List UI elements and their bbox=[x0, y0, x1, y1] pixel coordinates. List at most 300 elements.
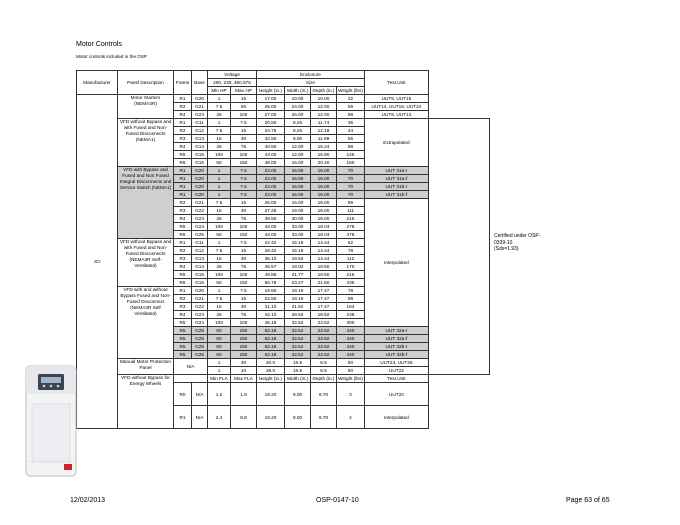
table-cell: 52.18 bbox=[257, 351, 285, 359]
table-cell: 10.00 bbox=[285, 95, 311, 103]
table-cell: 2.4 bbox=[208, 406, 231, 429]
table-cell: G20 bbox=[192, 287, 208, 295]
table-cell: 12.00 bbox=[285, 143, 311, 151]
certification-note bbox=[494, 233, 540, 253]
table-cell: 27.25 bbox=[257, 207, 285, 215]
table-row bbox=[77, 359, 490, 367]
table-cell: 100 bbox=[231, 151, 257, 159]
table-cell: R6 bbox=[174, 159, 192, 167]
table-cell: 1 bbox=[208, 95, 231, 103]
table-cell: 7.5 bbox=[208, 295, 231, 303]
table-cell: 21.52 bbox=[285, 303, 311, 311]
table-cell: UUT23, UUT26 bbox=[364, 359, 428, 367]
table-cell: 7.5 bbox=[231, 175, 257, 183]
header-voltage: Voltage bbox=[208, 71, 257, 79]
table-cell: 14.44 bbox=[311, 239, 337, 247]
table-cell: 17.47 bbox=[311, 303, 337, 311]
table-cell: 60 bbox=[337, 367, 365, 375]
table-cell: UUT22 bbox=[364, 367, 428, 375]
table-cell: 50 bbox=[208, 159, 231, 167]
table-cell: 15 bbox=[231, 295, 257, 303]
table-cell: 170 bbox=[337, 263, 365, 271]
table-cell: 18.50 bbox=[311, 271, 337, 279]
table-cell: R2 bbox=[174, 103, 192, 111]
table-cell: 75 bbox=[231, 311, 257, 319]
table-cell: G20 bbox=[192, 175, 208, 183]
table-cell: 22.52 bbox=[311, 335, 337, 343]
extrapolated-note: Extrapolated bbox=[364, 119, 428, 167]
table-cell: 89 bbox=[337, 199, 365, 207]
header-panel-description: Panel Description bbox=[118, 71, 174, 95]
table-cell: 150 bbox=[231, 351, 257, 359]
table-cell: 1 bbox=[208, 183, 231, 191]
table-cell: 7.5 bbox=[231, 183, 257, 191]
table-cell: 215 bbox=[337, 215, 365, 223]
table-cell: R4 bbox=[174, 311, 192, 319]
table-cell: R6 bbox=[174, 279, 192, 287]
table-cell: G21 bbox=[192, 295, 208, 303]
table-cell: 18.03 bbox=[311, 231, 337, 239]
table-cell: 75 bbox=[231, 143, 257, 151]
table-cell: 150 bbox=[231, 335, 257, 343]
table-cell: 11.99 bbox=[311, 135, 337, 143]
table-cell: 52.18 bbox=[257, 335, 285, 343]
header-enclosure: Enclosure bbox=[257, 71, 365, 79]
table-cell: 50 bbox=[208, 231, 231, 239]
table-cell: 78 bbox=[337, 287, 365, 295]
table-cell: 70 bbox=[337, 167, 365, 175]
table-cell: 16.00 bbox=[285, 159, 311, 167]
panel-description-cell: VFD with and without Bypass Fused and Non-Fused Disconnect (NEMA3R Self Ventilated) bbox=[118, 287, 174, 359]
table-cell: 22 bbox=[337, 95, 365, 103]
table-cell: 150 bbox=[231, 231, 257, 239]
table-cell: R3 bbox=[174, 207, 192, 215]
test-unit-cell: UUT 31a-f bbox=[364, 175, 428, 183]
panel-description-cell: VFD without Bypass and with Fused and Non-Fused Disconnects (NEMA3R Self-Ventilated) bbox=[118, 239, 174, 287]
table-row bbox=[77, 167, 490, 175]
table-cell: 16.00 bbox=[311, 207, 337, 215]
header-frame: Frame bbox=[174, 71, 192, 95]
subheader-cell: Test Unit bbox=[364, 375, 428, 383]
certification-line: (Sds=1.93) bbox=[494, 246, 519, 252]
header-manufacturer: Manufacturer bbox=[77, 71, 118, 95]
table-cell: 15 bbox=[231, 95, 257, 103]
table-cell: 1 bbox=[208, 167, 231, 175]
table-cell: R5 bbox=[174, 223, 192, 231]
table-cell: 32.52 bbox=[285, 327, 311, 335]
table-cell: 16.00 bbox=[311, 215, 337, 223]
table-cell: 32.52 bbox=[285, 335, 311, 343]
table-cell: 12.00 bbox=[285, 151, 311, 159]
table-cell: 75 bbox=[231, 215, 257, 223]
test-unit-cell: UUT 32b-f bbox=[364, 351, 428, 359]
table-cell: 50 bbox=[208, 327, 231, 335]
table-cell: 22.52 bbox=[311, 319, 337, 327]
table-row bbox=[77, 119, 490, 127]
table-cell: 20.40 bbox=[311, 159, 337, 167]
certification-line: Certified under OSP- bbox=[494, 233, 541, 239]
table-cell: R6 bbox=[174, 327, 192, 335]
header-width: Width (in.) bbox=[285, 87, 311, 95]
table-cell: 23.00 bbox=[257, 191, 285, 199]
table-cell: 23.00 bbox=[257, 175, 285, 183]
table-cell: 112 bbox=[337, 255, 365, 263]
table-cell: 32.52 bbox=[285, 319, 311, 327]
table-cell: G20 bbox=[192, 191, 208, 199]
frame-base-cell: N/A bbox=[174, 359, 208, 375]
table-cell: 60 bbox=[231, 103, 257, 111]
table-cell: 100 bbox=[231, 319, 257, 327]
table-cell: G13 bbox=[192, 135, 208, 143]
table-cell: R1 bbox=[174, 183, 192, 191]
table-cell: 16.00 bbox=[285, 183, 311, 191]
table-cell: 59 bbox=[337, 103, 365, 111]
table-cell: 15 bbox=[208, 135, 231, 143]
table-cell: R4 bbox=[174, 215, 192, 223]
header-depth: Depth (in.) bbox=[311, 87, 337, 95]
table-cell: G16 bbox=[192, 279, 208, 287]
certification-line: 0339-10 bbox=[494, 239, 513, 246]
subheader-cell: Width (in.) bbox=[285, 375, 311, 383]
certification-cell bbox=[428, 119, 489, 375]
table-cell: 6.5 bbox=[311, 367, 337, 375]
table-cell: 1 bbox=[208, 239, 231, 247]
table-cell: R5 bbox=[174, 271, 192, 279]
table-cell: 25.00 bbox=[257, 103, 285, 111]
table-cell: G23 bbox=[192, 111, 208, 119]
header-min-hp: Min HP bbox=[208, 87, 231, 95]
table-cell: 25 bbox=[208, 215, 231, 223]
table-cell: R1 bbox=[174, 119, 192, 127]
table-cell: G23 bbox=[192, 215, 208, 223]
table-cell: R6 bbox=[174, 231, 192, 239]
table-cell: 23.27 bbox=[285, 279, 311, 287]
table-cell: R5 bbox=[174, 319, 192, 327]
table-cell: 78 bbox=[337, 247, 365, 255]
table-cell: R1 bbox=[174, 191, 192, 199]
table-cell: 32.52 bbox=[285, 351, 311, 359]
table-cell: 7.5 bbox=[231, 287, 257, 295]
table-cell: 50 bbox=[208, 335, 231, 343]
test-unit-cell: UUT 32a-r bbox=[364, 327, 428, 335]
table-cell: 19.00 bbox=[285, 207, 311, 215]
table-cell: 16.00 bbox=[311, 175, 337, 183]
subheader-cell: Max FLA bbox=[231, 375, 257, 383]
header-row bbox=[77, 71, 490, 79]
table-cell: R4 bbox=[174, 111, 192, 119]
table-cell: 7.5 bbox=[231, 167, 257, 175]
table-cell: 30 bbox=[231, 359, 257, 367]
table-cell: R1 bbox=[174, 239, 192, 247]
table-row bbox=[77, 95, 490, 103]
table-cell: 50 bbox=[208, 279, 231, 287]
table-cell: 35.10 bbox=[257, 255, 285, 263]
table-cell: 15.19 bbox=[285, 247, 311, 255]
table-cell: 27.00 bbox=[257, 111, 285, 119]
header-voltage-values: 200, 230, 460,575 bbox=[208, 79, 257, 87]
table-cell: G12 bbox=[192, 127, 208, 135]
table-cell: 238 bbox=[337, 311, 365, 319]
table-cell: G21 bbox=[192, 103, 208, 111]
table-cell: 14.44 bbox=[311, 255, 337, 263]
table-cell: 19.50 bbox=[257, 287, 285, 295]
table-cell: 8.25 bbox=[285, 127, 311, 135]
table-cell: G12 bbox=[192, 247, 208, 255]
table-cell: 440 bbox=[337, 335, 365, 343]
table-cell: 52.18 bbox=[257, 343, 285, 351]
table-cell: 45.57 bbox=[257, 263, 285, 271]
table-cell: 28.52 bbox=[285, 311, 311, 319]
table-cell: 15 bbox=[208, 207, 231, 215]
table-cell: 23.00 bbox=[257, 183, 285, 191]
table-cell: 111 bbox=[337, 207, 365, 215]
table-cell: 14.44 bbox=[311, 247, 337, 255]
table-cell: 18.03 bbox=[311, 223, 337, 231]
table-cell: 11.74 bbox=[311, 119, 337, 127]
table-cell: R3 bbox=[174, 303, 192, 311]
table-cell: G11 bbox=[192, 239, 208, 247]
table-cell: 440 bbox=[337, 343, 365, 351]
table-cell: R3 bbox=[174, 255, 192, 263]
subheader-cell: Weight (lbs) bbox=[338, 376, 363, 381]
header-height: Height (in.) bbox=[257, 87, 285, 95]
table-cell: 6.5 bbox=[311, 359, 337, 367]
table-cell: G25 bbox=[192, 343, 208, 351]
table-cell: G25 bbox=[192, 335, 208, 343]
table-cell: 1.2 bbox=[208, 383, 231, 406]
table-cell: 40.50 bbox=[257, 143, 285, 151]
table-cell: G15 bbox=[192, 151, 208, 159]
table-cell: G20 bbox=[192, 167, 208, 175]
footer-doc-id: OSP-0147-10 bbox=[316, 497, 359, 504]
table-cell: R1 bbox=[174, 287, 192, 295]
table-cell: 16.5 bbox=[285, 359, 311, 367]
table-cell: 70 bbox=[337, 183, 365, 191]
table-cell: 16.00 bbox=[311, 199, 337, 207]
table-cell: 75 bbox=[231, 263, 257, 271]
interpolated-note: Interpolated bbox=[364, 406, 428, 429]
table-cell: G13 bbox=[192, 255, 208, 263]
document-subtitle: Motor controls included in the OSP bbox=[76, 54, 147, 59]
table-cell: 19.20 bbox=[257, 406, 285, 429]
table-cell: 98 bbox=[337, 295, 365, 303]
header-weight: Weight (lbs) bbox=[338, 88, 363, 93]
table-cell: 10.00 bbox=[311, 95, 337, 103]
table-cell: 164 bbox=[337, 303, 365, 311]
table-cell: 70 bbox=[337, 175, 365, 183]
table-cell: R5 bbox=[174, 151, 192, 159]
vfd-drive-image bbox=[22, 364, 80, 480]
table-cell: G11 bbox=[192, 119, 208, 127]
table-cell: 1 bbox=[208, 119, 231, 127]
table-cell: 36 bbox=[337, 119, 365, 127]
table-cell: 44 bbox=[337, 127, 365, 135]
test-unit-cell: UUT 31b-r bbox=[364, 183, 428, 191]
table-cell: 22.52 bbox=[311, 327, 337, 335]
table-cell: R0 bbox=[174, 383, 192, 406]
table-cell: 16.5 bbox=[285, 367, 311, 375]
table-cell: 39.50 bbox=[257, 215, 285, 223]
table-cell: G24 bbox=[192, 319, 208, 327]
table-cell: 12.18 bbox=[311, 127, 337, 135]
table-cell: 33.00 bbox=[285, 223, 311, 231]
table-cell: 88 bbox=[337, 143, 365, 151]
table-cell: 46.18 bbox=[257, 319, 285, 327]
table-cell: G21 bbox=[192, 199, 208, 207]
table-cell: G22 bbox=[192, 303, 208, 311]
table-cell: 17.47 bbox=[311, 295, 337, 303]
header-test-unit: Test Unit bbox=[364, 71, 428, 95]
table-cell: 150 bbox=[231, 343, 257, 351]
table-cell: 88 bbox=[337, 111, 365, 119]
table-cell: 15.24 bbox=[311, 143, 337, 151]
table-cell: 16.00 bbox=[311, 167, 337, 175]
footer-date: 12/02/2013 bbox=[70, 497, 106, 504]
table-cell: 15 bbox=[231, 199, 257, 207]
table-cell: 100 bbox=[231, 223, 257, 231]
table-cell: 9.00 bbox=[285, 135, 311, 143]
table-cell: R6 bbox=[174, 335, 192, 343]
header-size: Size bbox=[257, 79, 365, 87]
table-cell: 100 bbox=[231, 111, 257, 119]
subheader-cell: Depth (in.) bbox=[311, 375, 337, 383]
table-cell: 24.75 bbox=[257, 127, 285, 135]
table-cell: 17.47 bbox=[311, 287, 337, 295]
table-cell: 19.20 bbox=[257, 383, 285, 406]
subheader-cell: Min FLA bbox=[208, 375, 231, 383]
table-cell: 42.10 bbox=[257, 311, 285, 319]
table-cell: 30 bbox=[231, 255, 257, 263]
table-cell: 8.70 bbox=[311, 406, 337, 429]
table-cell: 22.52 bbox=[311, 343, 337, 351]
table-cell: 15.19 bbox=[285, 239, 311, 247]
table-cell: R1 bbox=[174, 175, 192, 183]
table-cell: 100 bbox=[208, 223, 231, 231]
table-cell: 23.00 bbox=[257, 167, 285, 175]
table-cell: 22.50 bbox=[257, 295, 285, 303]
table-cell: 10 bbox=[231, 367, 257, 375]
table-cell: 31.10 bbox=[257, 303, 285, 311]
table-cell: 15 bbox=[208, 303, 231, 311]
table-cell: 1 bbox=[208, 191, 231, 199]
table-cell: 33.00 bbox=[285, 231, 311, 239]
table-cell: G20 bbox=[192, 183, 208, 191]
table-cell: 100 bbox=[208, 271, 231, 279]
table-cell: R2 bbox=[174, 199, 192, 207]
table-cell: 28.0 bbox=[257, 367, 285, 375]
table-cell: 8.70 bbox=[311, 383, 337, 406]
table-cell: 3 bbox=[337, 383, 365, 406]
panel-description-cell: Motor Starters (NEMA3R) bbox=[118, 95, 174, 119]
table-cell: 7.5 bbox=[208, 247, 231, 255]
test-unit-cell: UUT14, UUT18, UUT24 bbox=[364, 103, 428, 111]
table-cell: 300 bbox=[337, 319, 365, 327]
table-cell: G20 bbox=[192, 95, 208, 103]
table-cell: R1 bbox=[174, 167, 192, 175]
table-cell: 18.19 bbox=[285, 287, 311, 295]
motor-controls-table bbox=[76, 70, 490, 429]
table-cell: 7.5 bbox=[208, 127, 231, 135]
table-cell: R3 bbox=[174, 135, 192, 143]
test-unit-cell: UUT8, UUT13 bbox=[364, 111, 428, 119]
subheader-cell: Height (in.) bbox=[257, 375, 285, 383]
table-cell: G14 bbox=[192, 263, 208, 271]
table-cell: 8.25 bbox=[285, 119, 311, 127]
table-cell: 44.00 bbox=[257, 231, 285, 239]
table-cell: G15 bbox=[192, 271, 208, 279]
table-cell: 62 bbox=[337, 239, 365, 247]
table-cell: 15 bbox=[231, 247, 257, 255]
table-cell: 7.5 bbox=[231, 239, 257, 247]
test-unit-cell: UUT 32a-f bbox=[364, 335, 428, 343]
footer-page-number: Page 63 of 65 bbox=[566, 497, 610, 504]
table-cell: 378 bbox=[337, 231, 365, 239]
table-cell: 17.00 bbox=[257, 95, 285, 103]
table-cell: 48.00 bbox=[257, 159, 285, 167]
table-cell: 9.00 bbox=[285, 406, 311, 429]
table-cell: 1 bbox=[208, 367, 231, 375]
table-cell: 7.5 bbox=[208, 103, 231, 111]
table-cell: R4 bbox=[174, 143, 192, 151]
table-cell: R1 bbox=[174, 95, 192, 103]
table-cell: 18.52 bbox=[285, 255, 311, 263]
table-cell: 52.18 bbox=[257, 327, 285, 335]
table-cell: 25 bbox=[208, 263, 231, 271]
table-cell: 16.00 bbox=[285, 175, 311, 183]
table-body bbox=[77, 95, 490, 429]
table-cell: 100 bbox=[231, 271, 257, 279]
table-cell: 150 bbox=[337, 159, 365, 167]
panel-description-cell: VFD with Bypass and Fused and Non Fused Integral Disconnects and Service Switch (NEMA1) bbox=[118, 167, 174, 239]
table-cell: G24 bbox=[192, 223, 208, 231]
table-cell: 1 bbox=[208, 175, 231, 183]
table-cell: 150 bbox=[231, 327, 257, 335]
table-cell: 70 bbox=[337, 191, 365, 199]
table-cell: 150 bbox=[231, 279, 257, 287]
table-cell: 16.00 bbox=[311, 191, 337, 199]
table-cell: 150 bbox=[231, 159, 257, 167]
table-cell: 16.00 bbox=[311, 183, 337, 191]
table-cell: 18.50 bbox=[311, 263, 337, 271]
table-cell: 22.42 bbox=[257, 239, 285, 247]
table-cell: 21.77 bbox=[285, 271, 311, 279]
table-cell: 25 bbox=[208, 311, 231, 319]
table-cell: 18.19 bbox=[285, 295, 311, 303]
test-unit-cell: UUT 31a-r bbox=[364, 167, 428, 175]
table-cell: 4 bbox=[337, 406, 365, 429]
table-cell: N/A bbox=[192, 406, 208, 429]
table-cell: 50 bbox=[208, 343, 231, 351]
table-cell: 216 bbox=[337, 271, 365, 279]
table-cell: 7.5 bbox=[208, 199, 231, 207]
table-cell: 50 bbox=[208, 351, 231, 359]
table-cell: 16.00 bbox=[285, 167, 311, 175]
table-cell: N/A bbox=[192, 383, 208, 406]
panel-description-cell: Manual Motor Protection Panel bbox=[118, 359, 174, 375]
table-cell: G23 bbox=[192, 311, 208, 319]
table-cell: 26.00 bbox=[257, 199, 285, 207]
table-cell: R2 bbox=[174, 127, 192, 135]
table-cell: R4 bbox=[174, 263, 192, 271]
table-cell: 1 bbox=[208, 287, 231, 295]
table-cell: 9.00 bbox=[285, 383, 311, 406]
table-cell: 440 bbox=[337, 351, 365, 359]
table-cell: 100 bbox=[208, 151, 231, 159]
test-unit-cell: UUT 32b-r bbox=[364, 343, 428, 351]
table-cell: G22 bbox=[192, 207, 208, 215]
table-cell: 30 bbox=[231, 303, 257, 311]
table-cell: 30 bbox=[231, 135, 257, 143]
